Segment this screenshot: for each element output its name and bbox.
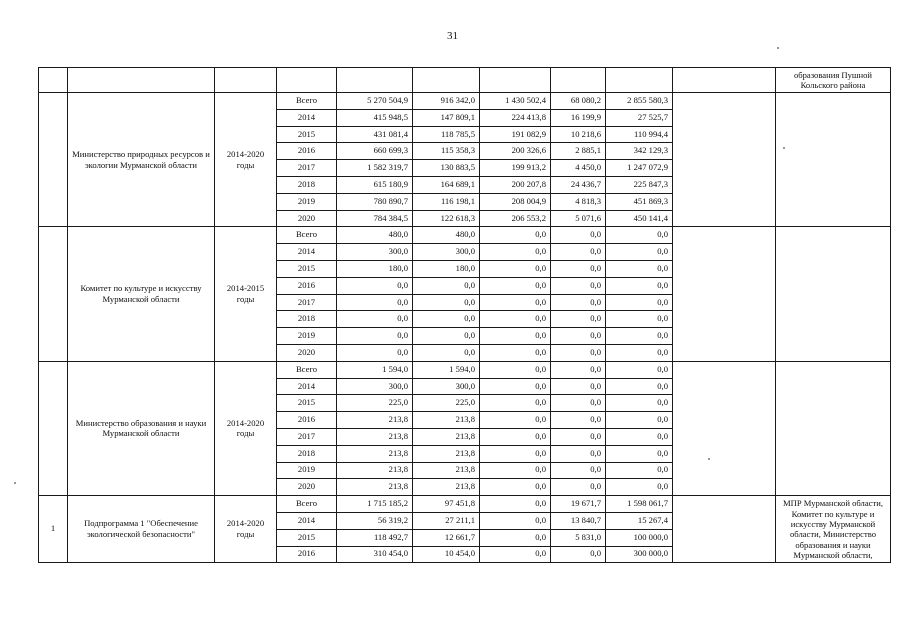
responsible-body-name: Министерство образования и науки Мурманской области	[68, 361, 215, 495]
value-cell: 191 082,9	[480, 126, 551, 143]
value-cell: 0,0	[480, 328, 551, 345]
value-cell: 0,0	[606, 428, 673, 445]
year-cell: 2017	[277, 160, 337, 177]
value-cell: 147 809,1	[413, 109, 480, 126]
value-cell: 0,0	[606, 328, 673, 345]
year-cell: 2018	[277, 176, 337, 193]
value-cell: 0,0	[551, 227, 606, 244]
value-cell: 0,0	[551, 546, 606, 563]
year-cell: 2020	[277, 210, 337, 227]
executor-cell	[776, 227, 891, 361]
value-cell: 451 869,3	[606, 193, 673, 210]
value-cell: 300,0	[413, 378, 480, 395]
value-cell: 115 358,3	[413, 143, 480, 160]
year-cell: 2019	[277, 328, 337, 345]
value-cell: 15 267,4	[606, 512, 673, 529]
value-cell: 0,0	[480, 445, 551, 462]
period-cell	[215, 68, 277, 93]
value-cell: 1 598 061,7	[606, 496, 673, 513]
value-cell: 0,0	[413, 328, 480, 345]
table-row	[39, 361, 891, 378]
value-cell: 1 430 502,4	[480, 93, 551, 110]
value-cell: 0,0	[413, 344, 480, 361]
value-cell: 0,0	[551, 412, 606, 429]
value-cell: 213,8	[337, 462, 413, 479]
value-cell: 213,8	[413, 445, 480, 462]
value-cell: 415 948,5	[337, 109, 413, 126]
value-cell: 0,0	[551, 277, 606, 294]
year-cell: 2014	[277, 109, 337, 126]
year-cell: 2018	[277, 311, 337, 328]
value-cell: 0,0	[606, 277, 673, 294]
value-cell: 0,0	[606, 378, 673, 395]
value-cell: 480,0	[337, 227, 413, 244]
scan-speck	[708, 458, 710, 460]
top-continuation-row	[39, 68, 891, 93]
value-cell: 213,8	[337, 428, 413, 445]
value-cell: 0,0	[606, 260, 673, 277]
value-cell: 0,0	[551, 260, 606, 277]
value-cell: 0,0	[480, 378, 551, 395]
executor-cell	[776, 361, 891, 495]
value-cell: 1 582 319,7	[337, 160, 413, 177]
value-cell: 225 847,3	[606, 176, 673, 193]
executor-cell: МПР Мурманской области, Комитет по культуре и искусству Мурманской области, Министерство образования и науки Мурманской области,	[776, 496, 891, 563]
value-cell: 0,0	[551, 244, 606, 261]
value-cell: 4 450,0	[551, 160, 606, 177]
value-cell: 0,0	[480, 546, 551, 563]
responsible-body-name: Министерство природных ресурсов и экологии Мурманской области	[68, 93, 215, 227]
value-cell: 0,0	[480, 344, 551, 361]
year-cell: 2017	[277, 428, 337, 445]
value-cell: 180,0	[337, 260, 413, 277]
value-cell: 0,0	[606, 361, 673, 378]
item-number: 1	[39, 496, 68, 563]
value-cell: 4 818,3	[551, 193, 606, 210]
value-cell: 206 553,2	[480, 210, 551, 227]
value-cell: 0,0	[551, 344, 606, 361]
value-cell: 0,0	[551, 479, 606, 496]
year-cell: 2014	[277, 512, 337, 529]
value-cell: 0,0	[606, 445, 673, 462]
executor-cell: образования Пушной Кольского района	[776, 68, 891, 93]
value-cell: 213,8	[413, 479, 480, 496]
value-cell: 0,0	[606, 412, 673, 429]
value-cell: 0,0	[480, 395, 551, 412]
year-cell: 2015	[277, 395, 337, 412]
implementation-period: 2014-2015 годы	[215, 227, 277, 361]
year-cell: 2016	[277, 412, 337, 429]
value-cell: 0,0	[551, 378, 606, 395]
value-cell: 0,0	[480, 529, 551, 546]
value-cell: 100 000,0	[606, 529, 673, 546]
value-cell: 27 525,7	[606, 109, 673, 126]
value-cell: 784 384,5	[337, 210, 413, 227]
value-cell: 660 699,3	[337, 143, 413, 160]
value-cell: 224 413,8	[480, 109, 551, 126]
value-cell: 1 247 072,9	[606, 160, 673, 177]
implementation-period: 2014-2020 годы	[215, 93, 277, 227]
value-cell: 208 004,9	[480, 193, 551, 210]
year-cell: 2015	[277, 260, 337, 277]
value-cell: 10 454,0	[413, 546, 480, 563]
value-cell: 0,0	[480, 428, 551, 445]
value-cell: 12 661,7	[413, 529, 480, 546]
indicator-cell	[673, 68, 776, 93]
value-cell: 342 129,3	[606, 143, 673, 160]
value-cell: 310 454,0	[337, 546, 413, 563]
scan-speck	[14, 482, 16, 484]
value-cell: 0,0	[606, 244, 673, 261]
value-cell: 1 715 185,2	[337, 496, 413, 513]
value-cell: 0,0	[337, 344, 413, 361]
year-cell: Всего	[277, 93, 337, 110]
responsible-body-name: Комитет по культуре и искусству Мурманской области	[68, 227, 215, 361]
value-cell: 2 855 580,3	[606, 93, 673, 110]
value-cell: 68 080,2	[551, 93, 606, 110]
item-number	[39, 227, 68, 361]
value-cell: 19 671,7	[551, 496, 606, 513]
value-cell: 0,0	[337, 311, 413, 328]
value-cell: 0,0	[480, 496, 551, 513]
value-cell	[480, 68, 551, 93]
indicator-cell	[673, 227, 776, 361]
value-cell: 0,0	[413, 311, 480, 328]
value-cell: 0,0	[551, 361, 606, 378]
value-cell: 200 326,6	[480, 143, 551, 160]
value-cell	[551, 68, 606, 93]
value-cell: 0,0	[480, 462, 551, 479]
value-cell: 0,0	[551, 328, 606, 345]
value-cell: 0,0	[606, 294, 673, 311]
year-cell: 2016	[277, 277, 337, 294]
value-cell: 116 198,1	[413, 193, 480, 210]
value-cell: 0,0	[480, 512, 551, 529]
year-cell: 2019	[277, 462, 337, 479]
year-cell: 2017	[277, 294, 337, 311]
year-cell: 2014	[277, 378, 337, 395]
value-cell: 164 689,1	[413, 176, 480, 193]
value-cell	[413, 68, 480, 93]
year-cell: 2020	[277, 344, 337, 361]
value-cell: 0,0	[606, 479, 673, 496]
budget-table	[38, 67, 891, 563]
value-cell: 13 840,7	[551, 512, 606, 529]
responsible-body-name: Подпрограмма 1 "Обеспечение экологической безопасности"	[68, 496, 215, 563]
value-cell: 0,0	[480, 260, 551, 277]
value-cell: 0,0	[480, 294, 551, 311]
implementation-period: 2014-2020 годы	[215, 361, 277, 495]
value-cell: 110 994,4	[606, 126, 673, 143]
value-cell: 0,0	[337, 277, 413, 294]
value-cell: 213,8	[413, 412, 480, 429]
value-cell: 24 436,7	[551, 176, 606, 193]
value-cell: 0,0	[480, 479, 551, 496]
indicator-cell	[673, 93, 776, 227]
value-cell: 300,0	[413, 244, 480, 261]
value-cell: 0,0	[551, 462, 606, 479]
number-cell	[39, 68, 68, 93]
value-cell: 10 218,6	[551, 126, 606, 143]
value-cell: 0,0	[551, 311, 606, 328]
item-number	[39, 361, 68, 495]
year-cell: 2016	[277, 546, 337, 563]
value-cell: 0,0	[551, 294, 606, 311]
value-cell: 0,0	[480, 361, 551, 378]
value-cell: 0,0	[337, 294, 413, 311]
value-cell: 56 319,2	[337, 512, 413, 529]
value-cell: 0,0	[337, 328, 413, 345]
value-cell: 118 785,5	[413, 126, 480, 143]
value-cell: 27 211,1	[413, 512, 480, 529]
value-cell: 213,8	[337, 412, 413, 429]
year-cell: Всего	[277, 361, 337, 378]
value-cell: 615 180,9	[337, 176, 413, 193]
value-cell: 0,0	[606, 227, 673, 244]
year-cell	[277, 68, 337, 93]
table-row	[39, 93, 891, 110]
value-cell: 213,8	[413, 462, 480, 479]
value-cell: 200 207,8	[480, 176, 551, 193]
value-cell: 916 342,0	[413, 93, 480, 110]
value-cell: 0,0	[551, 395, 606, 412]
year-cell: 2016	[277, 143, 337, 160]
value-cell: 0,0	[480, 227, 551, 244]
value-cell: 300,0	[337, 244, 413, 261]
indicator-cell	[673, 496, 776, 563]
value-cell: 213,8	[337, 479, 413, 496]
value-cell: 431 081,4	[337, 126, 413, 143]
value-cell: 0,0	[480, 244, 551, 261]
value-cell: 450 141,4	[606, 210, 673, 227]
year-cell: 2020	[277, 479, 337, 496]
value-cell: 0,0	[606, 311, 673, 328]
item-number	[39, 93, 68, 227]
value-cell: 5 071,6	[551, 210, 606, 227]
value-cell: 16 199,9	[551, 109, 606, 126]
value-cell: 480,0	[413, 227, 480, 244]
value-cell: 0,0	[606, 344, 673, 361]
value-cell: 1 594,0	[413, 361, 480, 378]
value-cell: 199 913,2	[480, 160, 551, 177]
executor-cell	[776, 93, 891, 227]
year-cell: 2014	[277, 244, 337, 261]
implementation-period: 2014-2020 годы	[215, 496, 277, 563]
value-cell: 225,0	[337, 395, 413, 412]
value-cell: 0,0	[606, 395, 673, 412]
value-cell: 0,0	[480, 277, 551, 294]
value-cell: 213,8	[413, 428, 480, 445]
value-cell: 0,0	[480, 311, 551, 328]
value-cell: 0,0	[551, 428, 606, 445]
value-cell: 97 451,8	[413, 496, 480, 513]
table-row	[39, 227, 891, 244]
value-cell: 0,0	[480, 412, 551, 429]
value-cell: 118 492,7	[337, 529, 413, 546]
year-cell: Всего	[277, 496, 337, 513]
value-cell	[606, 68, 673, 93]
value-cell: 225,0	[413, 395, 480, 412]
value-cell: 300 000,0	[606, 546, 673, 563]
table-row	[39, 496, 891, 513]
year-cell: 2015	[277, 529, 337, 546]
name-cell	[68, 68, 215, 93]
scan-speck	[777, 47, 779, 49]
scan-speck	[783, 147, 785, 149]
value-cell: 0,0	[413, 277, 480, 294]
value-cell: 180,0	[413, 260, 480, 277]
value-cell: 0,0	[551, 445, 606, 462]
year-cell: 2018	[277, 445, 337, 462]
value-cell: 780 890,7	[337, 193, 413, 210]
value-cell: 2 885,1	[551, 143, 606, 160]
value-cell: 5 270 504,9	[337, 93, 413, 110]
value-cell: 5 831,0	[551, 529, 606, 546]
year-cell: 2015	[277, 126, 337, 143]
indicator-cell	[673, 361, 776, 495]
value-cell: 130 883,5	[413, 160, 480, 177]
page-number: 31	[447, 30, 458, 42]
value-cell: 300,0	[337, 378, 413, 395]
year-cell: Всего	[277, 227, 337, 244]
value-cell	[337, 68, 413, 93]
value-cell: 122 618,3	[413, 210, 480, 227]
value-cell: 0,0	[413, 294, 480, 311]
value-cell: 0,0	[606, 462, 673, 479]
year-cell: 2019	[277, 193, 337, 210]
value-cell: 213,8	[337, 445, 413, 462]
value-cell: 1 594,0	[337, 361, 413, 378]
